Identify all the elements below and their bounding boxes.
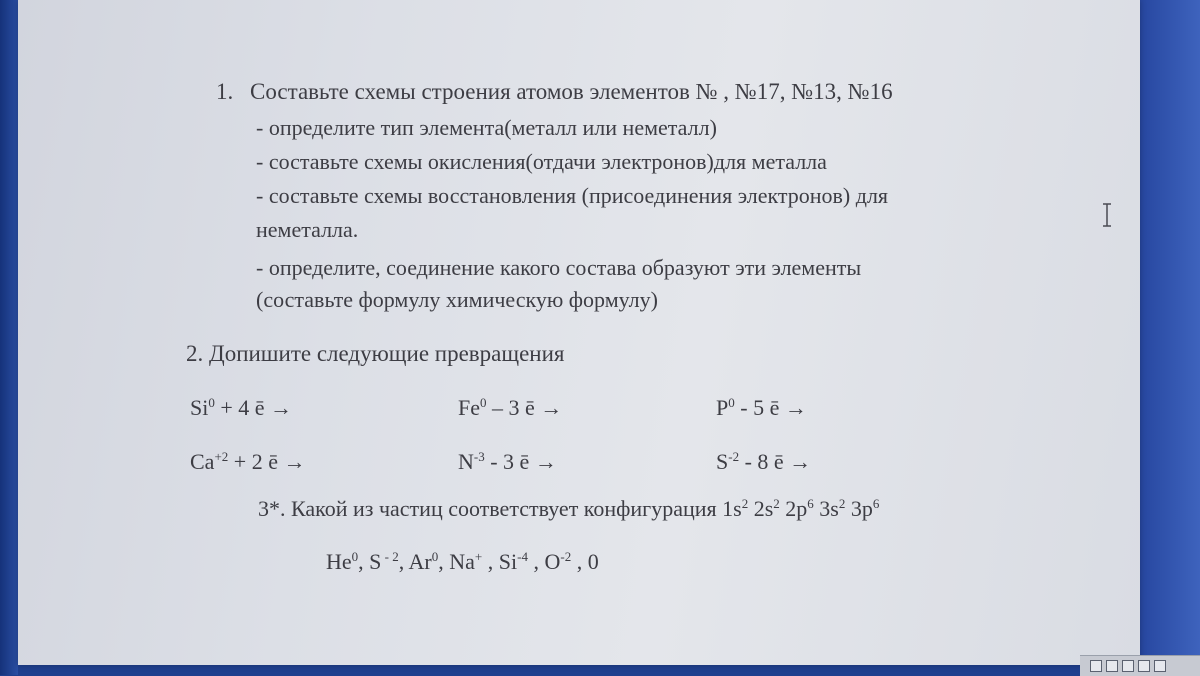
screen-left-edge [0, 0, 18, 675]
task1-line-3 [256, 185, 888, 207]
particle-na-sep: , [482, 549, 499, 574]
particle-s-charge: - 2 [381, 549, 399, 564]
particle-s: S [369, 549, 382, 574]
document-page[interactable] [18, 0, 1140, 665]
screen-right-panel [1140, 0, 1200, 658]
taskbar-app-icon-3[interactable] [1122, 660, 1134, 672]
reaction-n [458, 451, 557, 473]
task1-line-4 [256, 219, 358, 241]
reaction-s-rest: - 8 ē → [739, 449, 812, 474]
taskbar [1080, 655, 1200, 676]
config-text-1: 2s [748, 496, 774, 521]
task3-question-text: 3*. Какой из частиц соответствует конфигурация 1s [258, 496, 742, 521]
task1-line-1 [256, 117, 717, 139]
reaction-ca [190, 451, 305, 473]
particle-ar: Ar [408, 549, 432, 574]
task1-line-2-text: - составьте схемы окисления(отдачи электронов)для металла [256, 149, 827, 174]
particle-na-charge: + [474, 549, 483, 564]
reaction-si-rest: + 4 ē → [214, 395, 293, 420]
task1-number: 1. [216, 79, 234, 104]
reaction-s [716, 451, 811, 473]
reaction-p-element: P [716, 395, 729, 420]
config-sup-1: 2 [741, 496, 749, 511]
reaction-si [190, 397, 292, 419]
particle-si-charge: -4 [517, 549, 528, 564]
particle-ar-sep: , [438, 549, 450, 574]
config-sup-2: 2 [773, 496, 780, 511]
reaction-si-charge: 0 [208, 395, 215, 410]
reaction-ca-charge: +2 [214, 449, 229, 464]
config-text-4: 3p [845, 496, 873, 521]
particle-si: Si [498, 549, 518, 574]
task2-title: 2. Допишите следующие превращения [186, 341, 565, 366]
particle-o-sep: , 0 [571, 549, 599, 574]
taskbar-app-icon-1[interactable] [1090, 660, 1102, 672]
particle-he-charge: 0 [351, 549, 359, 564]
config-sup-3: 6 [807, 496, 814, 511]
text-cursor-icon [1100, 203, 1114, 227]
config-sup-4: 2 [838, 496, 846, 511]
particle-he-sep: , [358, 549, 370, 574]
config-text-3: 3s [813, 496, 839, 521]
task1-line-2 [256, 151, 827, 173]
reaction-s-element: S [716, 449, 729, 474]
reaction-s-charge: -2 [728, 449, 740, 464]
task1-line-6-text: (составьте формулу химическую формулу) [256, 287, 658, 312]
config-sup-5: 6 [872, 496, 880, 511]
reaction-fe-charge: 0 [480, 395, 487, 410]
reaction-si-element: Si [190, 395, 209, 420]
task1-line-6 [256, 289, 658, 311]
particle-o-charge: -2 [560, 549, 572, 564]
task3-question [258, 498, 879, 520]
taskbar-app-icon-2[interactable] [1106, 660, 1118, 672]
reaction-fe [458, 397, 562, 419]
reaction-n-element: N [458, 449, 474, 474]
reaction-ca-element: Ca [190, 449, 215, 474]
particle-si-sep: , [527, 549, 545, 574]
particle-o: O [544, 549, 561, 574]
task3-particles [326, 551, 599, 573]
reaction-p-rest: - 5 ē → [734, 395, 807, 420]
task1-line-3-text: - составьте схемы восстановления (присоединения электронов) для [256, 183, 889, 208]
reaction-fe-element: Fe [458, 395, 480, 420]
task1-line-5 [256, 257, 861, 279]
reaction-n-rest: - 3 ē → [484, 449, 557, 474]
reaction-fe-rest: – 3 ē → [486, 395, 563, 420]
particle-ar-charge: 0 [431, 549, 439, 564]
reaction-ca-rest: + 2 ē → [228, 449, 306, 474]
task1-title: Составьте схемы строения атомов элементов № , №17, №13, №16 [250, 79, 893, 104]
reaction-n-charge: -3 [473, 449, 485, 464]
taskbar-app-icon-5[interactable] [1154, 660, 1166, 672]
particle-s-sep: , [398, 549, 409, 574]
task1-line-1-text: - определите тип элемента(металл или неметалл) [256, 115, 717, 140]
reaction-p-charge: 0 [728, 395, 735, 410]
task1-line-5-text: - определите, соединение какого состава образуют эти элементы [256, 255, 862, 280]
particle-he: He [326, 549, 352, 574]
reaction-p [716, 397, 807, 419]
config-text-2: 2p [779, 496, 808, 521]
particle-na: Na [449, 549, 475, 574]
taskbar-app-icon-4[interactable] [1138, 660, 1150, 672]
task1-line-4-text: неметалла. [256, 217, 359, 242]
